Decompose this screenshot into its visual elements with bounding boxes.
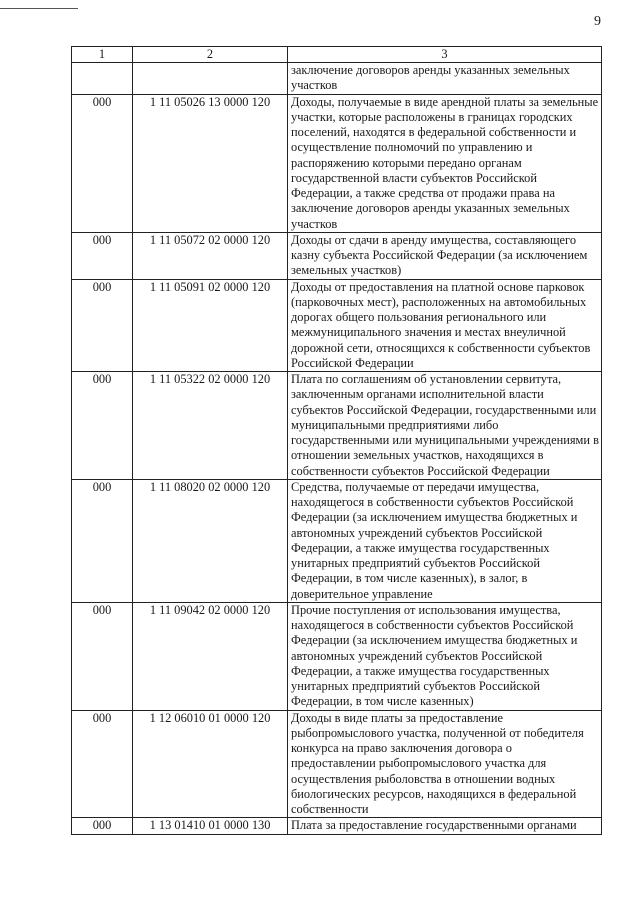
revenue-description-cell: Доходы в виде платы за предоставление рыбопромыслового участка, полученной от победителя конкурса на право заключения договора о предоставлении рыбопромыслового участка для осуществления рыболовства в отношении водных биологических ресурсов, находящихся в федеральной собственности	[288, 710, 602, 818]
admin-code-cell: 000	[72, 818, 133, 834]
revenue-description-cell: Доходы, получаемые в виде арендной платы за земельные участки, которые расположены в границах городских поселений, находятся в федеральной собственности и осуществление полномочий по управлению и распоряжению которыми передано органам государственной власти субъектов Российской Федерации, а также средства от продажи права на заключение договоров аренды указанных земельных участков	[288, 94, 602, 232]
budget-code-cell: 1 11 05072 02 0000 120	[133, 232, 288, 279]
admin-code-cell: 000	[72, 602, 133, 710]
revenue-codes-table	[71, 46, 602, 835]
budget-code-cell: 1 11 05091 02 0000 120	[133, 279, 288, 372]
revenue-description-cell: Прочие поступления от использования имущества, находящегося в собственности субъектов Российской Федерации (за исключением имущества бюджетных и автономных учреждений субъектов Российской Федерации, а также имущества государственных унитарных предприятий субъектов Российской Федерации, в том числе казенных)	[288, 602, 602, 710]
revenue-description-cell: Плата за предоставление государственными органами	[288, 818, 602, 834]
table-row	[72, 602, 602, 710]
revenue-description-cell: Доходы от сдачи в аренду имущества, составляющего казну субъекта Российской Федерации (за исключением земельных участков)	[288, 232, 602, 279]
table-row	[72, 279, 602, 372]
admin-code-cell: 000	[72, 372, 133, 480]
table-row	[72, 232, 602, 279]
page-number: 9	[594, 14, 601, 29]
continuation-admin-cell	[72, 63, 133, 95]
table-header-row	[72, 47, 602, 63]
table-row	[72, 818, 602, 834]
table-row	[72, 372, 602, 480]
budget-code-cell: 1 11 05026 13 0000 120	[133, 94, 288, 232]
admin-code-cell: 000	[72, 279, 133, 372]
revenue-description-cell: Доходы от предоставления на платной основе парковок (парковочных мест), расположенных на автомобильных дорогах общего пользования регионального или межмуниципального значения и местах внеуличной дорожной сети, относящихся к собственности субъектов Российской Федерации	[288, 279, 602, 372]
budget-code-cell: 1 13 01410 01 0000 130	[133, 818, 288, 834]
budget-code-cell: 1 12 06010 01 0000 120	[133, 710, 288, 818]
admin-code-cell: 000	[72, 232, 133, 279]
table-row	[72, 710, 602, 818]
budget-code-cell: 1 11 09042 02 0000 120	[133, 602, 288, 710]
continuation-row	[72, 63, 602, 95]
header-col-1: 1	[72, 47, 133, 63]
admin-code-cell: 000	[72, 710, 133, 818]
continuation-code-cell	[133, 63, 288, 95]
table-row	[72, 94, 602, 232]
table-row	[72, 479, 602, 602]
budget-code-cell: 1 11 08020 02 0000 120	[133, 479, 288, 602]
admin-code-cell: 000	[72, 94, 133, 232]
budget-code-cell: 1 11 05322 02 0000 120	[133, 372, 288, 480]
admin-code-cell: 000	[72, 479, 133, 602]
revenue-description-cell: Плата по соглашениям об установлении сервитута, заключенным органами исполнительной власти субъектов Российской Федерации, государственными или муниципальными предприятиями либо государственными или муниципальными учреждениями в отношении земельных участков, находящихся в собственности субъектов Российской Федерации	[288, 372, 602, 480]
scan-edge-line	[0, 8, 78, 9]
continuation-text: заключение договоров аренды указанных земельных участков	[288, 63, 602, 95]
header-col-3: 3	[288, 47, 602, 63]
revenue-description-cell: Средства, получаемые от передачи имущества, находящегося в собственности субъектов Российской Федерации (за исключением имущества бюджетных и автономных учреждений субъектов Российской Федерации, а также имущества государственных унитарных предприятий субъектов Российской Федерации, в том числе казенных), в залог, в доверительное управление	[288, 479, 602, 602]
header-col-2: 2	[133, 47, 288, 63]
